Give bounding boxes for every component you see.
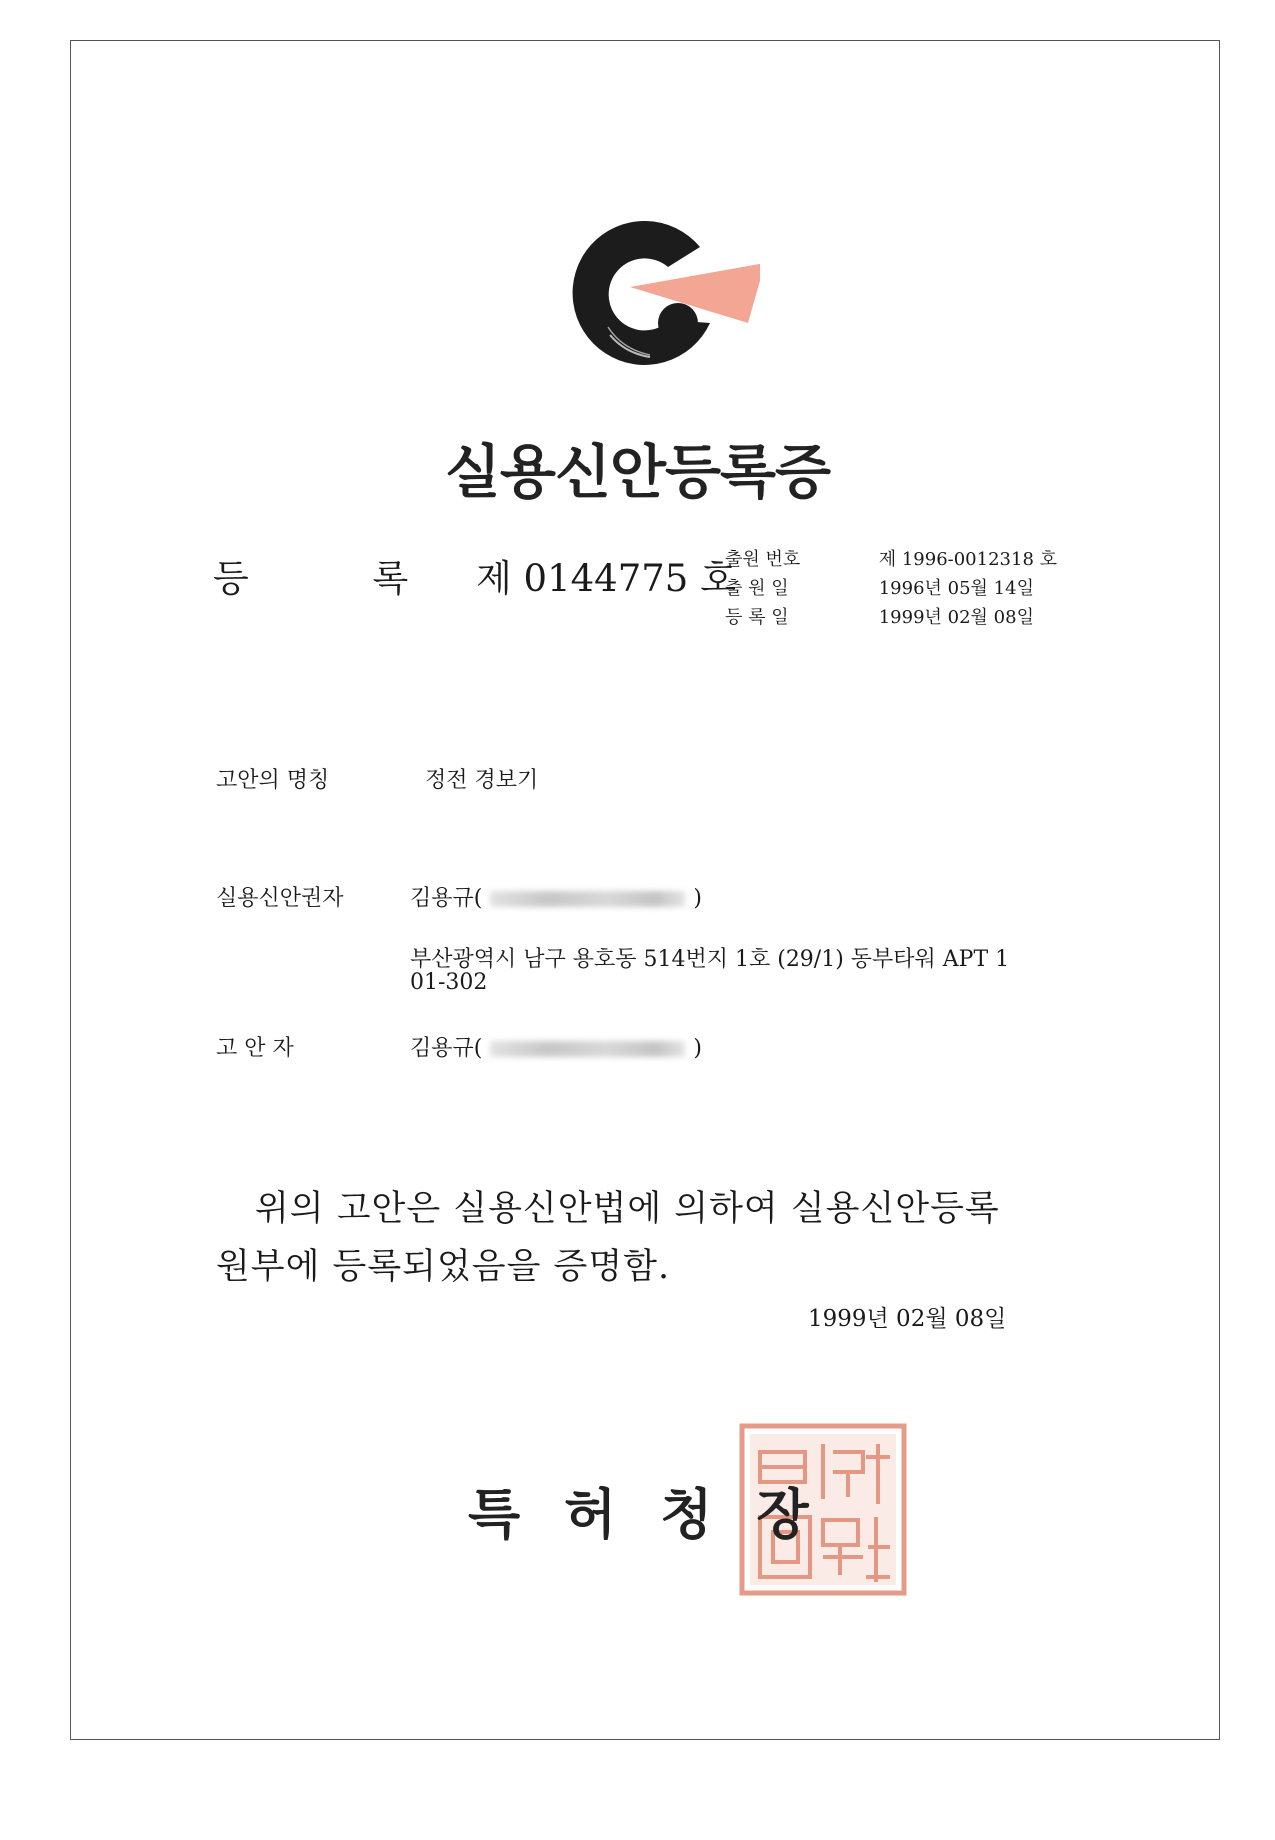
holder-address-line2: 01-302 <box>410 970 488 995</box>
registration-date-row <box>725 603 1034 629</box>
application-number-row <box>725 545 1057 571</box>
holder-name-row <box>410 881 702 912</box>
inventor-name-row <box>410 1031 702 1062</box>
registration-number: 0144775 <box>523 557 689 600</box>
registration-label-1: 등 <box>213 557 249 600</box>
holder-name: 김용규( <box>410 886 483 911</box>
certificate-title: 실용신안등록증 <box>444 438 831 506</box>
issue-date: 1999년 02월 08일 <box>808 1306 1007 1332</box>
registration-date-value: 1999년 02월 08일 <box>878 607 1034 628</box>
application-number-value: 제 1996-0012318 호 <box>878 549 1058 570</box>
registration-date-label: 등 록 일 <box>725 607 789 628</box>
registration-number-line <box>213 548 736 602</box>
holder-name-close: ) <box>693 886 702 911</box>
application-number-label: 출원 번호 <box>725 549 801 570</box>
inventor-name: 김용규( <box>410 1036 483 1061</box>
holder-address-line1: 부산광역시 남구 용호동 514번지 1호 (29/1) 동부타워 APT 1 <box>410 947 1010 972</box>
registration-suffix: 호 <box>700 557 736 600</box>
redacted-id-number <box>490 1041 685 1057</box>
statement-line-2: 원부에 등록되었음을 증명함. <box>216 1247 671 1287</box>
device-name-value: 정전 경보기 <box>425 768 539 793</box>
application-date-value: 1996년 05월 14일 <box>878 578 1034 599</box>
issuer-name: 특허청장 <box>468 1483 853 1546</box>
application-date-row <box>725 574 1034 600</box>
inventor-label: 고 안 자 <box>216 1036 294 1061</box>
registration-label-2: 록 <box>372 557 409 600</box>
device-name-label: 고안의 명칭 <box>216 768 330 793</box>
redacted-id-number <box>490 891 685 907</box>
statement-line-1: 위의 고안은 실용신안법에 의하여 실용신안등록 <box>255 1189 1000 1229</box>
registration-label-3: 제 <box>476 557 512 600</box>
inventor-name-close: ) <box>693 1036 702 1061</box>
application-date-label: 출 원 일 <box>725 578 789 599</box>
holder-label: 실용신안권자 <box>216 886 344 911</box>
government-emblem-logo <box>550 205 760 380</box>
